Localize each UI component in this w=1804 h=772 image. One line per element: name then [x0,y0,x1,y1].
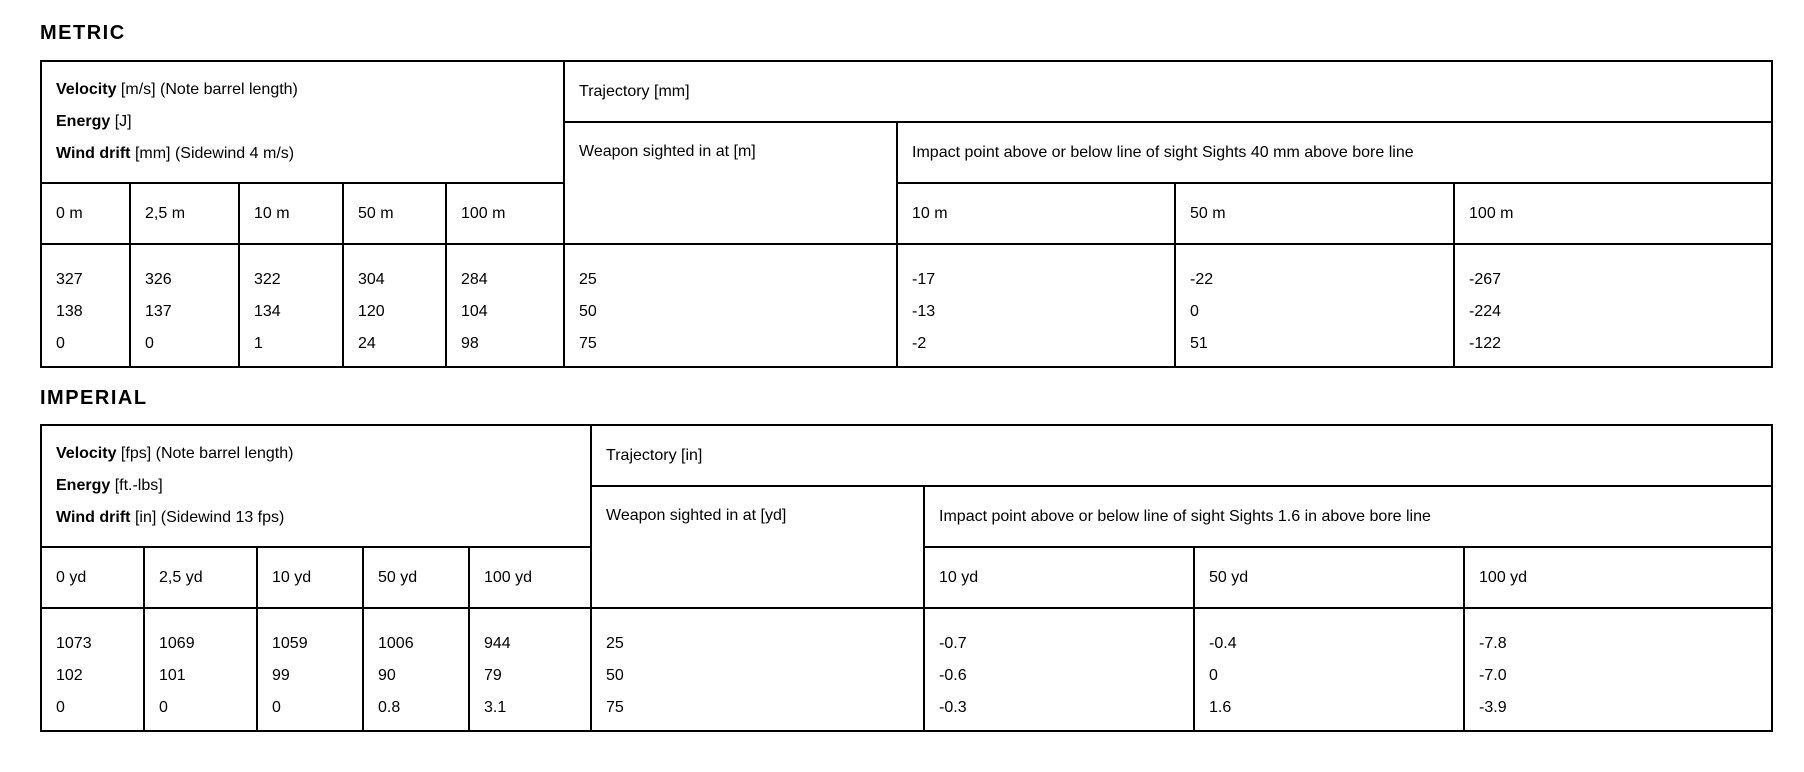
metric-impact-header: Impact point above or below line of sight Sights 40 mm above bore line [897,122,1772,183]
imperial-impact-values-cell: -0.4 0 1.6 [1194,608,1464,731]
imperial-sighted-header: Weapon sighted in at [yd] [591,486,924,608]
imperial-values-cell: 1006 90 0.8 [363,608,469,731]
metric-energy-legend: Energy [J] [56,113,132,130]
imperial-distance-header: 10 yd [257,547,363,608]
metric-impact-distance-header: 50 m [1175,183,1454,244]
metric-legend-cell [41,61,564,183]
imperial-values-cell: 1069 101 0 [144,608,257,731]
metric-distance-header: 10 m [239,183,343,244]
metric-impact-distance-header: 100 m [1454,183,1772,244]
metric-trajectory-header: Trajectory [mm] [564,61,1772,122]
imperial-values-cell: 944 79 3.1 [469,608,591,731]
metric-impact-values-cell: -22 0 51 [1175,244,1454,367]
imperial-values-cell: 1059 99 0 [257,608,363,731]
imperial-trajectory-header: Trajectory [in] [591,425,1772,486]
metric-values-cell: 304 120 24 [343,244,446,367]
imperial-section-title: IMPERIAL [40,387,148,409]
imperial-impact-values-cell: -0.7 -0.6 -0.3 [924,608,1194,731]
metric-impact-distance-header: 10 m [897,183,1175,244]
imperial-ballistics-table [40,424,1773,732]
metric-distance-header: 50 m [343,183,446,244]
imperial-values-cell: 1073 102 0 [41,608,144,731]
metric-impact-values-cell: -17 -13 -2 [897,244,1175,367]
metric-ballistics-table [40,60,1773,368]
imperial-impact-values-cell: -7.8 -7.0 -3.9 [1464,608,1772,731]
imperial-wind-legend: Wind drift [in] (Sidewind 13 fps) [56,509,285,526]
imperial-legend-cell [41,425,591,547]
metric-sighted-values-cell: 25 50 75 [564,244,897,367]
imperial-velocity-legend: Velocity [fps] (Note barrel length) [56,445,294,462]
imperial-distance-header: 100 yd [469,547,591,608]
imperial-impact-distance-header: 10 yd [924,547,1194,608]
imperial-energy-legend: Energy [ft.-lbs] [56,477,163,494]
metric-section-title: METRIC [40,22,126,44]
metric-values-cell: 284 104 98 [446,244,564,367]
metric-wind-legend: Wind drift [mm] (Sidewind 4 m/s) [56,145,295,162]
metric-values-cell: 327 138 0 [41,244,130,367]
metric-distance-header: 2,5 m [130,183,239,244]
metric-distance-header: 100 m [446,183,564,244]
metric-distance-header: 0 m [41,183,130,244]
metric-values-cell: 322 134 1 [239,244,343,367]
metric-sighted-header: Weapon sighted in at [m] [564,122,897,244]
imperial-distance-header: 50 yd [363,547,469,608]
imperial-impact-distance-header: 50 yd [1194,547,1464,608]
imperial-impact-distance-header: 100 yd [1464,547,1772,608]
imperial-distance-header: 0 yd [41,547,144,608]
imperial-sighted-values-cell: 25 50 75 [591,608,924,731]
metric-velocity-legend: Velocity [m/s] (Note barrel length) [56,81,298,98]
metric-values-cell: 326 137 0 [130,244,239,367]
imperial-distance-header: 2,5 yd [144,547,257,608]
metric-impact-values-cell: -267 -224 -122 [1454,244,1772,367]
imperial-impact-header: Impact point above or below line of sight Sights 1.6 in above bore line [924,486,1772,547]
